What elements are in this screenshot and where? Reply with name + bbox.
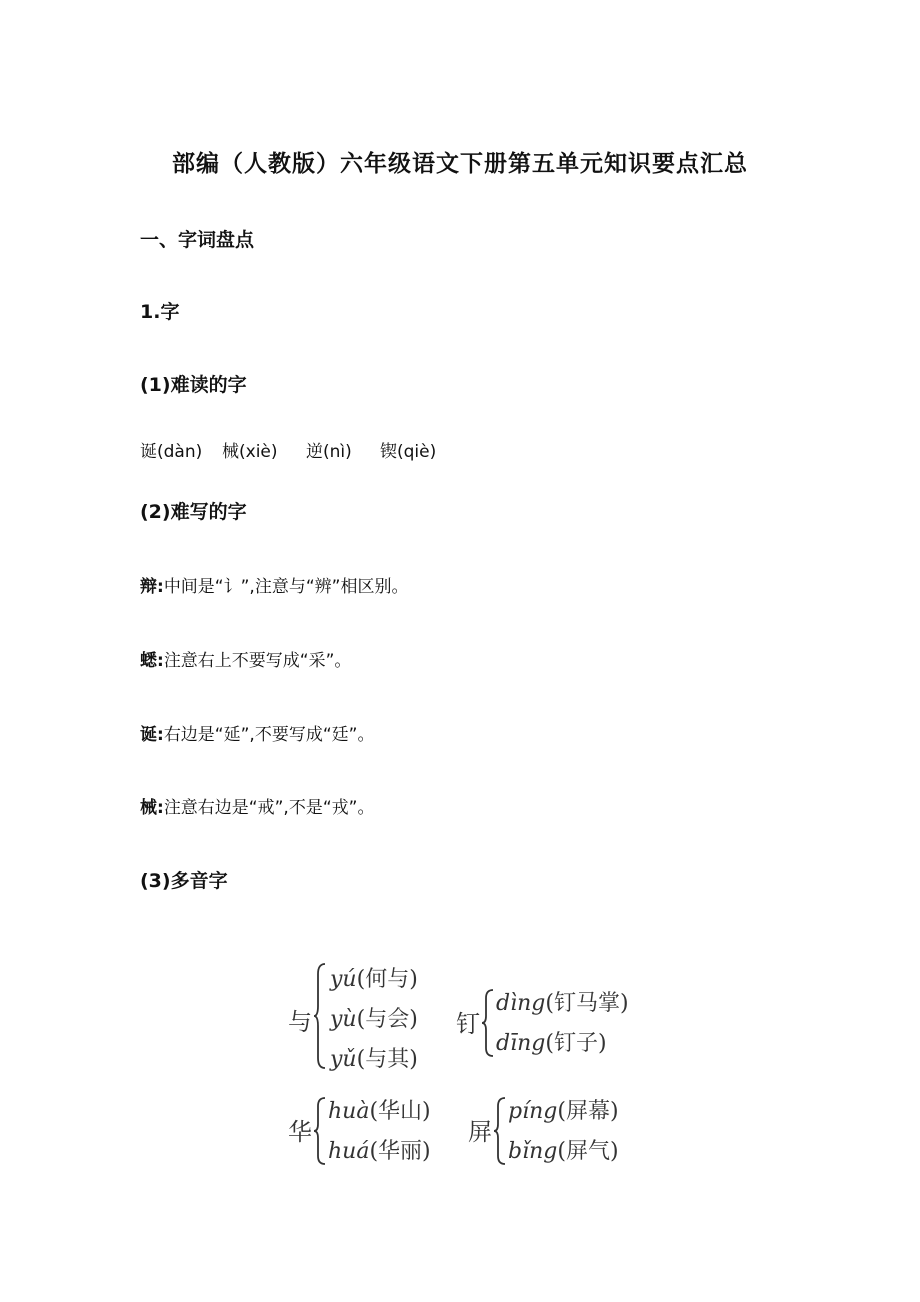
hard-write-colon: : <box>157 725 164 745</box>
example-word: (钉子) <box>545 1031 607 1056</box>
pinyin: yǔ <box>330 1047 357 1072</box>
example-word: (屏气) <box>557 1139 619 1164</box>
hard-write-char: 诞 <box>140 725 157 745</box>
hard-write-item <box>140 572 408 597</box>
subheading-characters: 1.字 <box>140 301 180 323</box>
brace-icon <box>493 1096 507 1166</box>
hard-write-colon: : <box>157 798 164 818</box>
polyphone-group <box>288 1092 458 1172</box>
example-word: (与其) <box>356 1047 418 1072</box>
brace-icon <box>313 1096 327 1166</box>
example-word: (屏幕) <box>557 1099 619 1124</box>
pinyin: píng <box>508 1099 558 1124</box>
hard-write-item <box>140 646 351 671</box>
hard-read-item: 逆(nì) <box>306 442 352 462</box>
example-word: (华山) <box>369 1099 431 1124</box>
polyphone-reading <box>330 962 418 993</box>
pinyin: dìng <box>496 991 546 1016</box>
polyphone-char: 屏 <box>468 1118 492 1146</box>
hard-read-item: 诞(dàn) <box>140 442 203 462</box>
pinyin: huá <box>328 1139 370 1164</box>
hard-write-char: 蟋 <box>140 651 157 671</box>
example-word: (与会) <box>356 1007 418 1032</box>
hard-write-note: 注意右上不要写成“采”。 <box>163 651 352 671</box>
hard-write-note: 中间是“讠”,注意与“辨”相区别。 <box>163 577 409 597</box>
brace-icon <box>481 988 495 1058</box>
polyphone-char: 与 <box>288 1008 312 1036</box>
hard-write-char: 辩 <box>140 577 157 597</box>
page-title: 部编（人教版）六年级语文下册第五单元知识要点汇总 <box>172 151 748 177</box>
polyphone-reading <box>496 986 629 1017</box>
section-heading-words: 一、字词盘点 <box>140 229 255 251</box>
hard-write-colon: : <box>157 577 164 597</box>
polyphone-reading <box>330 1042 418 1073</box>
polyphone-reading <box>328 1094 431 1125</box>
example-word: (钉马掌) <box>545 991 629 1016</box>
hard-read-item: 械(xiè) <box>222 442 278 462</box>
polyphone-group <box>288 958 448 1078</box>
hard-write-note: 右边是“延”,不要写成“廷”。 <box>163 725 375 745</box>
hard-write-colon: : <box>157 651 164 671</box>
polyphone-reading <box>508 1094 619 1125</box>
example-word: (何与) <box>356 967 418 992</box>
polyphone-group <box>456 984 656 1064</box>
polyphone-reading <box>496 1026 607 1057</box>
polyphone-group <box>468 1092 658 1172</box>
pinyin: bǐng <box>508 1139 558 1164</box>
pinyin: dīng <box>496 1031 546 1056</box>
hard-write-char: 械 <box>140 798 157 818</box>
heading-polyphones: (3)多音字 <box>140 870 228 892</box>
polyphone-reading <box>328 1134 431 1165</box>
polyphone-reading <box>508 1134 619 1165</box>
example-word: (华丽) <box>369 1139 431 1164</box>
pinyin: yú <box>330 967 357 992</box>
heading-hard-to-write: (2)难写的字 <box>140 501 247 523</box>
hard-write-item <box>140 793 374 818</box>
pinyin: yù <box>330 1007 357 1032</box>
pinyin: huà <box>328 1099 370 1124</box>
hard-write-note: 注意右边是“戒”,不是“戎”。 <box>163 798 375 818</box>
hard-read-item: 锲(qiè) <box>380 442 437 462</box>
heading-hard-to-read: (1)难读的字 <box>140 374 247 396</box>
polyphone-reading <box>330 1002 418 1033</box>
polyphone-char: 钉 <box>456 1010 480 1038</box>
brace-icon <box>313 962 327 1070</box>
polyphone-char: 华 <box>288 1118 312 1146</box>
hard-write-item <box>140 720 374 745</box>
